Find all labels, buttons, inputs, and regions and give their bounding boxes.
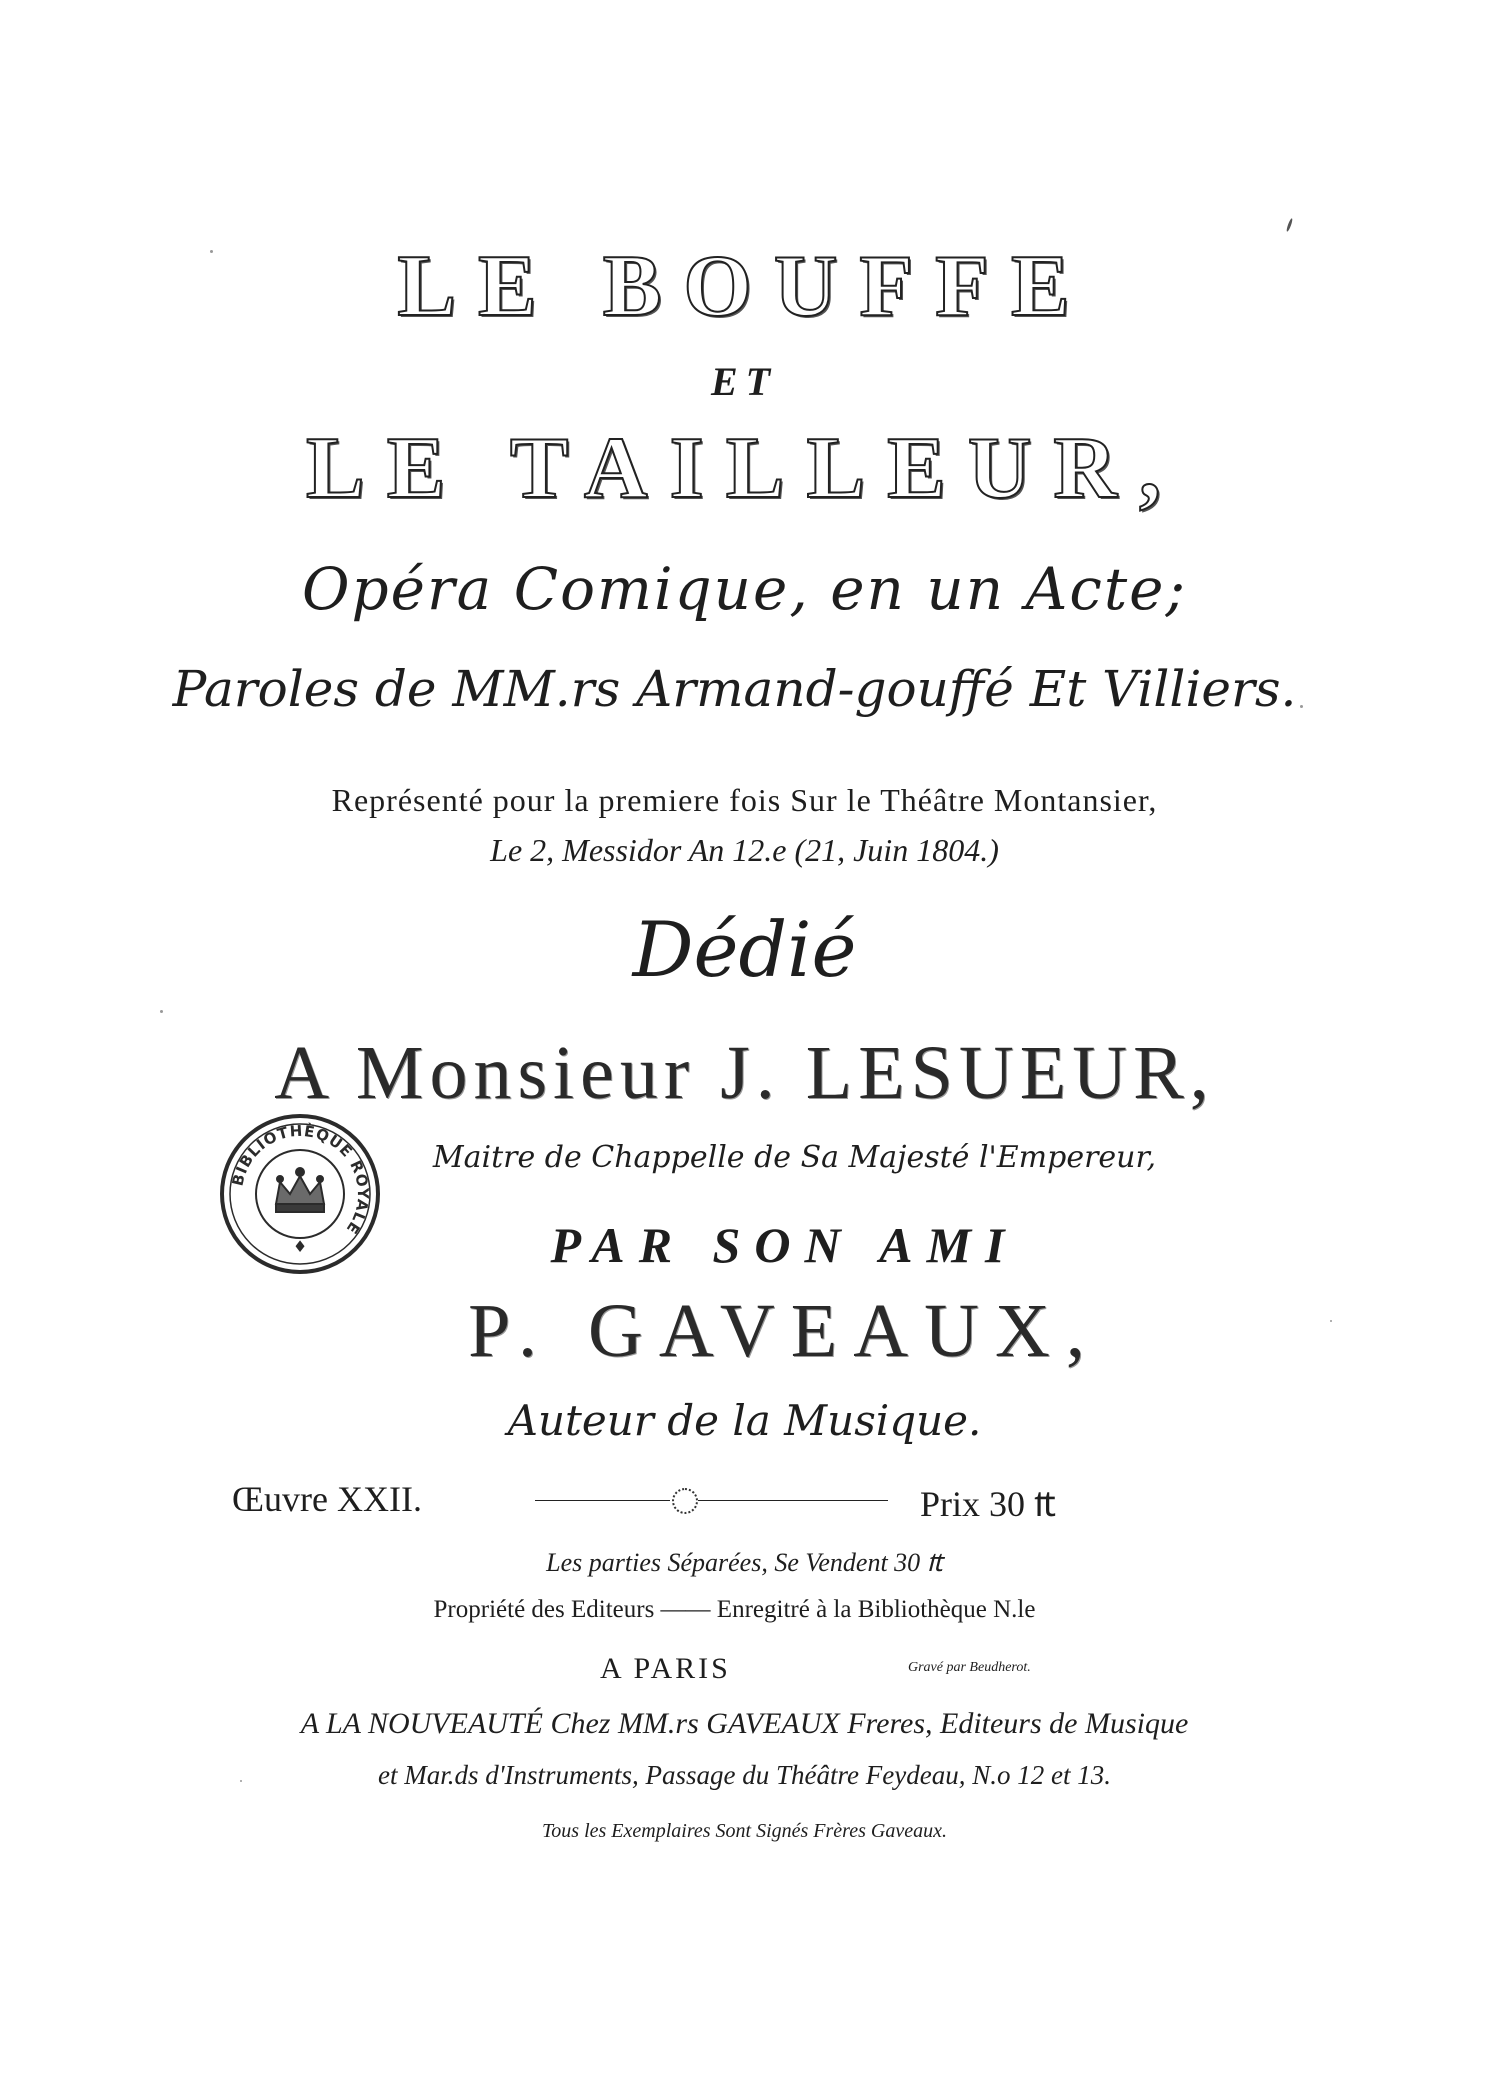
title-line-2: LE TAILLEUR, [306, 420, 1183, 517]
publisher-line-2: et Mar.ds d'Instruments, Passage du Théâtre Feydeau, N.o 12 et 13. [378, 1760, 1111, 1790]
price-label: Prix 30 ₶ [920, 1484, 1057, 1524]
dedicatee-role: Maitre de Chappelle de Sa Majesté l'Empereur, [432, 1140, 1157, 1175]
opus-label: Œuvre XXII. [232, 1479, 422, 1519]
opus-rule-right [698, 1500, 888, 1501]
librettists-line: Paroles de MM.rs Armand-gouffé Et Villiers. [172, 660, 1297, 718]
premiere-line-2: Le 2, Messidor An 12.e (21, Juin 1804.) [490, 832, 999, 868]
library-stamp [218, 1112, 382, 1276]
paper-speck [240, 1780, 242, 1782]
crown-icon [276, 1168, 324, 1212]
parts-note: Les parties Séparées, Se Vendent 30 ₶ [546, 1548, 943, 1577]
composer-line: P. GAVEAUX, [468, 1289, 1101, 1373]
city-line: A PARIS [600, 1652, 731, 1685]
composer-role: Auteur de la Musique. [507, 1396, 982, 1445]
genre-line: Opéra Comique, en un Acte; [301, 555, 1188, 623]
opus-rule-left [535, 1500, 670, 1501]
paper-speck [210, 250, 213, 253]
stamp-seal-icon [218, 1112, 382, 1276]
svg-text:♦: ♦ [292, 1237, 308, 1256]
paper-speck [1286, 218, 1294, 232]
by-friend-line: PAR SON AMI [550, 1217, 1019, 1273]
paper-speck [1300, 705, 1303, 708]
premiere-line-1: Représenté pour la premiere fois Sur le Théâtre Montansier, [331, 782, 1158, 818]
title-conjunction: ET [710, 359, 779, 404]
stamp-text: BIBLIOTHÈQUE ROYALE [228, 1121, 373, 1238]
dedication-word: Dédié [632, 905, 857, 994]
publisher-line-1: A LA NOUVEAUTÉ Chez MM.rs GAVEAUX Freres, Editeurs de Musique [300, 1707, 1189, 1740]
rosette-ornament [672, 1488, 698, 1514]
dedicatee-line: A Monsieur J. LESUEUR, [274, 1031, 1215, 1115]
paper-speck [160, 1010, 163, 1013]
engraver-credit: Gravé par Beudherot. [908, 1660, 1031, 1675]
title-line-1: LE BOUFFE [397, 238, 1092, 335]
paper-speck [1330, 1320, 1332, 1322]
rights-line: Propriété des Editeurs —— Enregitré à la Bibliothèque N.le [433, 1596, 1036, 1623]
publisher-line-3: Tous les Exemplaires Sont Signés Frères Gaveaux. [542, 1820, 947, 1842]
